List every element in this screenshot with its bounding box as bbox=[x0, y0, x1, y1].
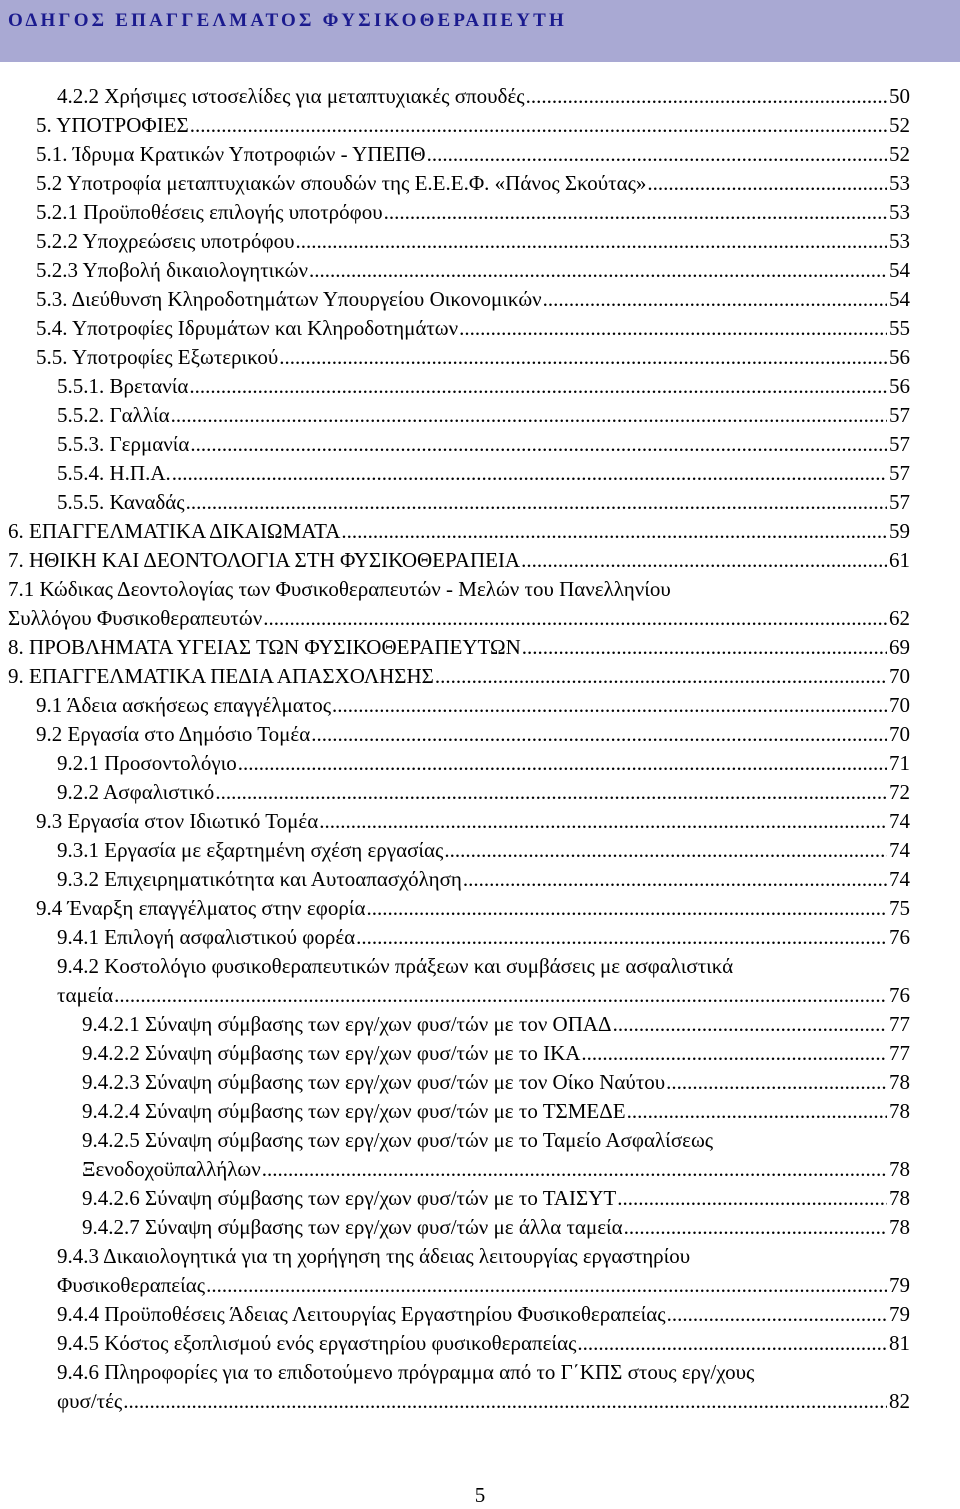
toc-entry-page: 55 bbox=[889, 316, 910, 340]
toc-entry-label: 5.5. Υποτροφίες Εξωτερικού bbox=[36, 345, 279, 369]
toc-leader-dots bbox=[263, 604, 887, 633]
toc-entry[interactable] bbox=[36, 256, 910, 285]
toc-entry-page: 53 bbox=[889, 229, 910, 253]
toc-leader-dots bbox=[384, 198, 887, 227]
toc-leader-dots bbox=[522, 633, 887, 662]
toc-entry-label: 5. ΥΠΟΤΡΟΦΙΕΣ bbox=[36, 113, 189, 137]
toc-entry-label: 9.4.1 Επιλογή ασφαλιστικού φορέα bbox=[57, 925, 356, 949]
toc-leader-dots bbox=[206, 1271, 887, 1300]
toc-entry-label: 9.4.2.1 Σύναψη σύμβασης των εργ/χων φυσ/τών με τον ΟΠΑΔ bbox=[82, 1012, 612, 1036]
toc-entry[interactable] bbox=[57, 488, 910, 517]
toc-entry-label: 5.2.1 Προϋποθέσεις επιλογής υποτρόφου bbox=[36, 200, 383, 224]
toc-entry-page: 70 bbox=[889, 664, 910, 688]
toc-entry[interactable] bbox=[82, 1010, 910, 1039]
toc-entry-page: 62 bbox=[889, 606, 910, 630]
toc-entry-page: 82 bbox=[889, 1389, 910, 1413]
toc-entry-label-line2: φυσ/τές bbox=[57, 1389, 123, 1413]
document-header bbox=[0, 0, 960, 62]
toc-entry-label: 5.2 Υποτροφία μεταπτυχιακών σπουδών της Ε.Ε.Ε.Φ. «Πάνος Σκούτας» bbox=[36, 171, 647, 195]
toc-entry[interactable] bbox=[36, 198, 910, 227]
toc-entry-label: 9.4.2.2 Σύναψη σύμβασης των εργ/χων φυσ/τών με το ΙΚΑ bbox=[82, 1041, 581, 1065]
toc-entry[interactable] bbox=[36, 343, 910, 372]
toc-entry[interactable] bbox=[36, 314, 910, 343]
toc-entry-page: 79 bbox=[889, 1273, 910, 1297]
toc-entry-label: 5.2.2 Υποχρεώσεις υποτρόφου bbox=[36, 229, 295, 253]
toc-entry-label: 9.2 Εργασία στο Δημόσιο Τομέα bbox=[36, 722, 311, 746]
toc-entry-label-line2: Συλλόγου Φυσικοθεραπευτών bbox=[8, 606, 263, 630]
toc-leader-dots bbox=[319, 807, 887, 836]
toc-leader-dots bbox=[190, 430, 887, 459]
toc-entry[interactable] bbox=[82, 1184, 910, 1213]
toc-entry-label: 5.5.1. Βρετανία bbox=[57, 374, 189, 398]
toc-entry[interactable] bbox=[36, 285, 910, 314]
toc-entry-label: 6. ΕΠΑΓΓΕΛΜΑΤΙΚΑ ΔΙΚΑΙΩΜΑΤΑ bbox=[8, 519, 341, 543]
toc-entry-label: 4.2.2 Χρήσιμες ιστοσελίδες για μεταπτυχιακές σπουδές bbox=[57, 84, 525, 108]
toc-leader-dots bbox=[189, 372, 887, 401]
toc-entry-label: 9.4.5 Κόστος εξοπλισμού ενός εργαστηρίου φυσικοθεραπείας bbox=[57, 1331, 577, 1355]
toc-entry[interactable] bbox=[57, 430, 910, 459]
toc-leader-dots bbox=[435, 662, 887, 691]
toc-leader-dots bbox=[666, 1068, 887, 1097]
toc-entry[interactable] bbox=[36, 140, 910, 169]
toc-entry[interactable] bbox=[57, 1300, 910, 1329]
toc-entry-page: 77 bbox=[889, 1041, 910, 1065]
toc-entry-label: 5.3. Διεύθυνση Κληροδοτημάτων Υπουργείου Οικονομικών bbox=[36, 287, 542, 311]
toc-leader-dots bbox=[366, 894, 887, 923]
toc-entry[interactable] bbox=[82, 1213, 910, 1242]
toc-entry[interactable] bbox=[82, 1039, 910, 1068]
toc-entry-label: 9.2.2 Ασφαλιστικό bbox=[57, 780, 215, 804]
toc-leader-dots bbox=[295, 227, 887, 256]
toc-entry-page: 74 bbox=[889, 809, 910, 833]
toc-entry[interactable] bbox=[57, 981, 910, 1010]
toc-entry[interactable] bbox=[57, 778, 910, 807]
toc-entry-label-line2: ταμεία bbox=[57, 983, 114, 1007]
toc-entry-page: 77 bbox=[889, 1012, 910, 1036]
toc-entry[interactable] bbox=[57, 749, 910, 778]
toc-entry-label: 9.4.2.7 Σύναψη σύμβασης των εργ/χων φυσ/τών με άλλα ταμεία bbox=[82, 1215, 623, 1239]
toc-leader-dots bbox=[356, 923, 887, 952]
toc-entry-label-line2: Φυσικοθεραπείας bbox=[57, 1273, 206, 1297]
toc-entry[interactable] bbox=[57, 1387, 910, 1416]
toc-entry-label: 9. ΕΠΑΓΓΕΛΜΑΤΙΚΑ ΠΕΔΙΑ ΑΠΑΣΧΟΛΗΣΗΣ bbox=[8, 664, 434, 688]
toc-entry-page: 78 bbox=[889, 1070, 910, 1094]
toc-entry-label: 5.2.3 Υποβολή δικαιολογητικών bbox=[36, 258, 308, 282]
toc-entry[interactable] bbox=[82, 1068, 910, 1097]
toc-entry-page: 57 bbox=[889, 490, 910, 514]
toc-entry-page: 56 bbox=[889, 345, 910, 369]
toc-entry-page: 59 bbox=[889, 519, 910, 543]
toc-entry-page: 52 bbox=[889, 142, 910, 166]
toc-leader-dots bbox=[311, 720, 887, 749]
toc-entry-label-line1: 9.4.2 Κοστολόγιο φυσικοθεραπευτικών πράξεων και συμβάσεις με ασφαλιστικά bbox=[57, 954, 734, 978]
toc-leader-dots bbox=[463, 865, 887, 894]
toc-entry[interactable] bbox=[8, 546, 910, 575]
toc-entry-label: 5.5.2. Γαλλία bbox=[57, 403, 170, 427]
header-title: ΟΔΗΓΟΣ ΕΠΑΓΓΕΛΜΑΤΟΣ ΦΥΣΙΚΟΘΕΡΑΠΕΥΤΗ bbox=[8, 10, 567, 31]
toc-entry-page: 54 bbox=[889, 287, 910, 311]
toc-entry-page: 57 bbox=[889, 432, 910, 456]
toc-entry-label: 5.5.3. Γερμανία bbox=[57, 432, 190, 456]
toc-entry-page: 53 bbox=[889, 171, 910, 195]
toc-entry[interactable] bbox=[8, 633, 910, 662]
toc-entry-page: 75 bbox=[889, 896, 910, 920]
toc-entry-label: 9.3.1 Εργασία με εξαρτημένη σχέση εργασίας bbox=[57, 838, 444, 862]
toc-entry-label: 9.4.2.4 Σύναψη σύμβασης των εργ/χων φυσ/τών με το ΤΣΜΕΔΕ bbox=[82, 1099, 626, 1123]
toc-entry[interactable] bbox=[82, 1097, 910, 1126]
toc-entry-page: 71 bbox=[889, 751, 910, 775]
toc-entry-label: 5.5.5. Καναδάς bbox=[57, 490, 185, 514]
toc-entry-page: 74 bbox=[889, 838, 910, 862]
toc-entry-label-line1: 7.1 Κώδικας Δεοντολογίας των Φυσικοθεραπευτών - Μελών του Πανελληνίου bbox=[8, 577, 671, 601]
toc-leader-dots bbox=[172, 459, 887, 488]
toc-leader-dots bbox=[624, 1213, 887, 1242]
toc-entry-page: 56 bbox=[889, 374, 910, 398]
toc-entry-label: 9.4.4 Προϋποθέσεις Άδειας Λειτουργίας Εργαστηρίου Φυσικοθεραπείας bbox=[57, 1302, 666, 1326]
toc-entry-page: 57 bbox=[889, 403, 910, 427]
toc-leader-dots bbox=[427, 140, 887, 169]
toc-entry-label-line1: 9.4.3 Δικαιολογητικά για τη χορήγηση της άδειας λειτουργίας εργαστηρίου bbox=[57, 1244, 691, 1268]
toc-leader-dots bbox=[667, 1300, 887, 1329]
toc-entry[interactable] bbox=[57, 1329, 910, 1358]
toc-entry-label: 9.4.2.6 Σύναψη σύμβασης των εργ/χων φυσ/τών με το ΤΑΙΣΥΤ bbox=[82, 1186, 617, 1210]
toc-leader-dots bbox=[647, 169, 887, 198]
page-number: 5 bbox=[474, 1483, 486, 1507]
toc-entry[interactable] bbox=[57, 836, 910, 865]
toc-entry[interactable] bbox=[36, 227, 910, 256]
toc-entry[interactable] bbox=[57, 82, 910, 111]
toc-entry-label: 7. ΗΘΙΚΗ ΚΑΙ ΔΕΟΝΤΟΛΟΓΙΑ ΣΤΗ ΦΥΣΙΚΟΘΕΡΑΠΕΙΑ bbox=[8, 548, 521, 572]
toc-entry-label: 9.3 Εργασία στον Ιδιωτικό Τομέα bbox=[36, 809, 319, 833]
toc-leader-dots bbox=[459, 314, 887, 343]
toc-leader-dots bbox=[627, 1097, 887, 1126]
toc-leader-dots bbox=[238, 749, 887, 778]
toc-entry-page: 61 bbox=[889, 548, 910, 572]
toc-leader-dots bbox=[279, 343, 887, 372]
toc-entry[interactable] bbox=[57, 865, 910, 894]
toc-entry-page: 54 bbox=[889, 258, 910, 282]
toc-entry-label: 5.1. Ίδρυμα Κρατικών Υποτροφιών - ΥΠΕΠΘ bbox=[36, 142, 426, 166]
toc-entry-page: 76 bbox=[889, 983, 910, 1007]
toc-entry[interactable] bbox=[82, 1155, 910, 1184]
toc-entry-page: 78 bbox=[889, 1157, 910, 1181]
toc-entry-label: 5.5.4. Η.Π.Α. bbox=[57, 461, 171, 485]
toc-leader-dots bbox=[521, 546, 887, 575]
toc-entry-page: 70 bbox=[889, 722, 910, 746]
toc-leader-dots bbox=[444, 836, 887, 865]
toc-entry-label: 9.1 Άδεια ασκήσεως επαγγέλματος bbox=[36, 693, 332, 717]
toc-entry-page: 78 bbox=[889, 1186, 910, 1210]
toc-entry[interactable] bbox=[36, 691, 910, 720]
toc-entry-label: 9.4.2.3 Σύναψη σύμβασης των εργ/χων φυσ/τών με τον Οίκο Ναύτου bbox=[82, 1070, 666, 1094]
toc-leader-dots bbox=[581, 1039, 887, 1068]
toc-leader-dots bbox=[613, 1010, 887, 1039]
toc-entry-page: 72 bbox=[889, 780, 910, 804]
toc-entry[interactable] bbox=[8, 517, 910, 546]
toc-leader-dots bbox=[114, 981, 887, 1010]
toc-entry-page: 69 bbox=[889, 635, 910, 659]
toc-leader-dots bbox=[526, 82, 887, 111]
toc-entry[interactable] bbox=[8, 604, 910, 633]
toc-leader-dots bbox=[215, 778, 887, 807]
toc-entry-label-line1: 9.4.2.5 Σύναψη σύμβασης των εργ/χων φυσ/τών με το Ταμείο Ασφαλίσεως bbox=[82, 1128, 714, 1152]
toc-leader-dots bbox=[262, 1155, 887, 1184]
toc-leader-dots bbox=[543, 285, 887, 314]
toc-leader-dots bbox=[617, 1184, 887, 1213]
toc-entry-label: 9.4 Έναρξη επαγγέλματος στην εφορία bbox=[36, 896, 366, 920]
toc-entry[interactable] bbox=[57, 1271, 910, 1300]
toc-entry[interactable] bbox=[57, 923, 910, 952]
toc-entry-page: 50 bbox=[889, 84, 910, 108]
toc-entry-page: 70 bbox=[889, 693, 910, 717]
toc-entry-page: 78 bbox=[889, 1099, 910, 1123]
toc-entry[interactable] bbox=[36, 111, 910, 140]
toc-entry[interactable] bbox=[36, 720, 910, 749]
toc-entry-page: 52 bbox=[889, 113, 910, 137]
toc-leader-dots bbox=[341, 517, 887, 546]
toc-entry[interactable] bbox=[57, 372, 910, 401]
toc-entry-label: 8. ΠΡΟΒΛΗΜΑΤΑ ΥΓΕΙΑΣ ΤΩΝ ΦΥΣΙΚΟΘΕΡΑΠΕΥΤΩΝ bbox=[8, 635, 521, 659]
toc-leader-dots bbox=[171, 401, 887, 430]
toc-entry-label: 9.3.2 Επιχειρηματικότητα και Αυτοαπασχόληση bbox=[57, 867, 462, 891]
toc-leader-dots bbox=[577, 1329, 887, 1358]
toc-entry[interactable] bbox=[36, 807, 910, 836]
toc-leader-dots bbox=[309, 256, 887, 285]
toc-leader-dots bbox=[332, 691, 887, 720]
toc-leader-dots bbox=[190, 111, 887, 140]
toc-entry[interactable] bbox=[57, 459, 910, 488]
toc-entry-page: 81 bbox=[889, 1331, 910, 1355]
toc-entry-page: 78 bbox=[889, 1215, 910, 1239]
toc-entry[interactable] bbox=[8, 662, 910, 691]
toc-entry-label-line2: Ξενοδοχοϋπαλλήλων bbox=[82, 1157, 261, 1181]
toc-entry-page: 57 bbox=[889, 461, 910, 485]
toc-entry-label-line1: 9.4.6 Πληροφορίες για το επιδοτούμενο πρόγραμμα από το Γ΄ΚΠΣ στους εργ/χους bbox=[57, 1360, 755, 1384]
toc-entry-label: 5.4. Υποτροφίες Ιδρυμάτων και Κληροδοτημάτων bbox=[36, 316, 459, 340]
toc-entry[interactable] bbox=[36, 894, 910, 923]
toc-entry[interactable] bbox=[57, 401, 910, 430]
toc-entry-page: 76 bbox=[889, 925, 910, 949]
toc-entry-page: 79 bbox=[889, 1302, 910, 1326]
toc-leader-dots bbox=[186, 488, 887, 517]
toc-entry-page: 53 bbox=[889, 200, 910, 224]
toc-leader-dots bbox=[123, 1387, 887, 1416]
toc-entry-label: 9.2.1 Προσοντολόγιο bbox=[57, 751, 237, 775]
toc-entry[interactable] bbox=[36, 169, 910, 198]
toc-entry-page: 74 bbox=[889, 867, 910, 891]
